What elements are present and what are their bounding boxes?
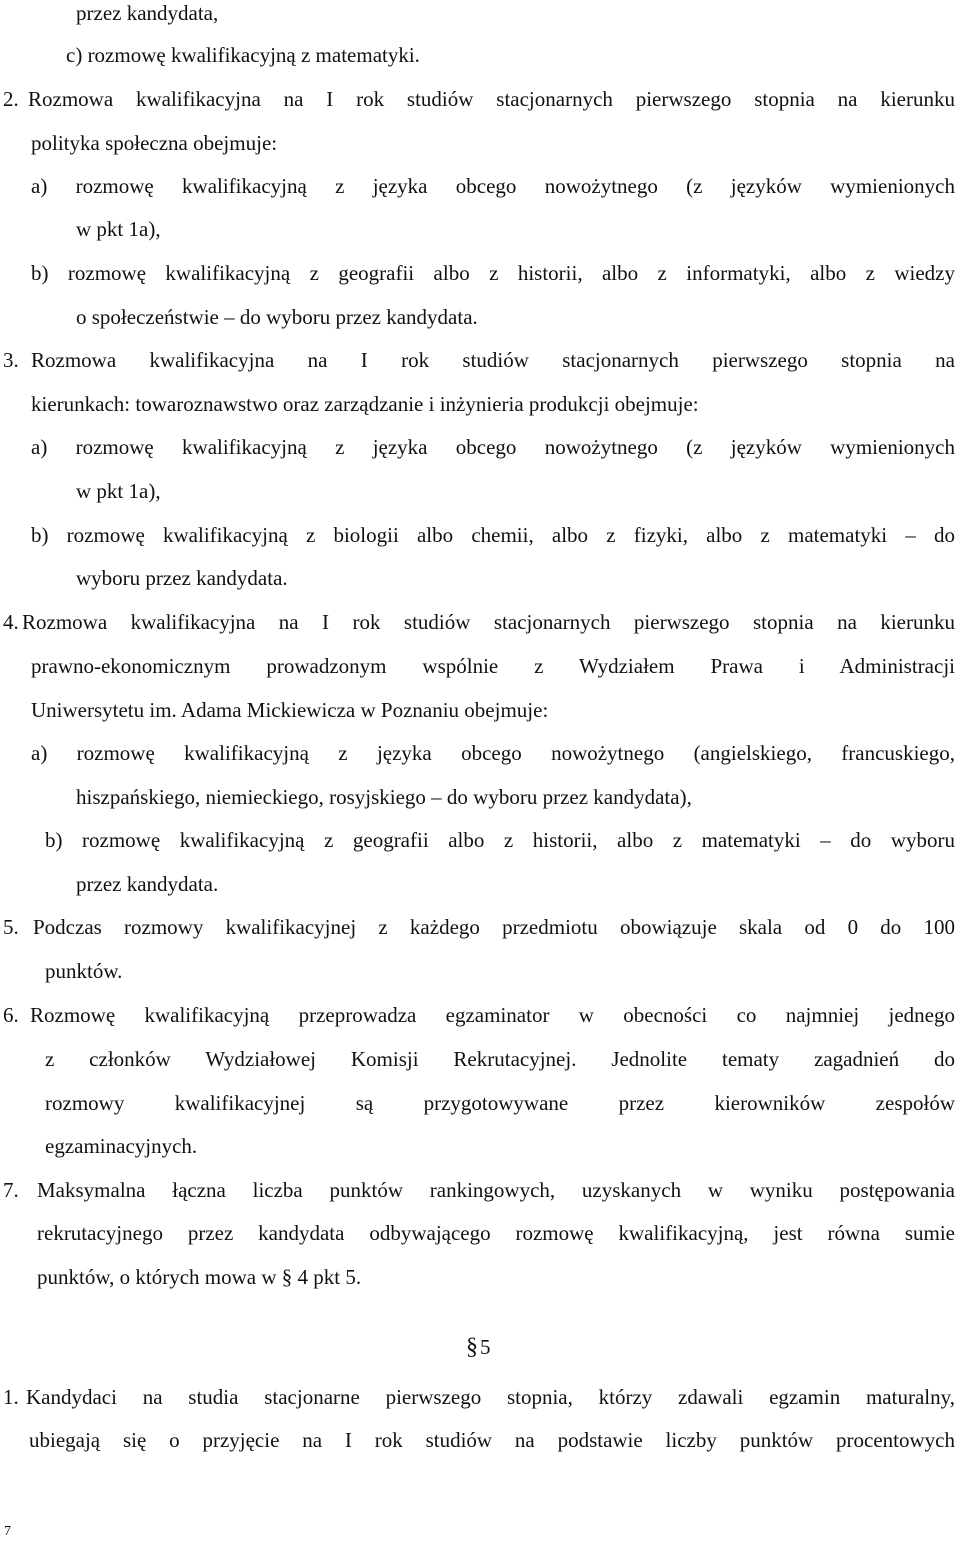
text-line: a) rozmowę kwalifikacyjną z języka obcego nowożytnego (angielskiego, francuskiego, [31, 741, 955, 765]
text-line: Rozmowę kwalifikacyjną przeprowadza egzaminator w obecności co najmniej jednego [30, 1003, 955, 1027]
text-line: Rozmowa kwalifikacyjna na I rok studiów stacjonarnych pierwszego stopnia na kierunku [28, 87, 955, 111]
item-number: 4. [3, 610, 19, 634]
text-line: rozmowy kwalifikacyjnej są przygotowywane przez kierowników zespołów [45, 1091, 955, 1115]
text-line: w pkt 1a), [76, 479, 161, 503]
text-line: punktów. [45, 959, 123, 983]
section-heading [466, 1334, 491, 1360]
text-line: rekrutacyjnego przez kandydata odbywającego rozmowę kwalifikacyjną, jest równa sumie [37, 1221, 955, 1245]
text-line: b) rozmowę kwalifikacyjną z geografii albo z historii, albo z matematyki – do wyboru [45, 828, 955, 852]
text-line: punktów, o których mowa w § 4 pkt 5. [37, 1265, 362, 1289]
text-line: Uniwersytetu im. Adama Mickiewicza w Poznaniu obejmuje: [31, 698, 549, 722]
text-line: b) rozmowę kwalifikacyjną z geografii albo z historii, albo z informatyki, albo z wiedzy [31, 261, 955, 285]
text-line: egzaminacyjnych. [45, 1134, 198, 1158]
text-line: wyboru przez kandydata. [76, 566, 288, 590]
text-line: przez kandydata, [76, 1, 219, 25]
item-number: 1. [3, 1385, 19, 1409]
text-line: hiszpańskiego, niemieckiego, rosyjskiego – do wyboru przez kandydata), [76, 785, 692, 809]
text-line: Rozmowa kwalifikacyjna na I rok studiów stacjonarnych pierwszego stopnia na [31, 348, 955, 372]
text-line: w pkt 1a), [76, 217, 161, 241]
item-number: 2. [3, 87, 19, 111]
text-line: polityka społeczna obejmuje: [31, 131, 278, 155]
section-symbol: § [466, 1334, 478, 1360]
text-line: Kandydaci na studia stacjonarne pierwszego stopnia, którzy zdawali egzamin maturalny, [26, 1385, 955, 1409]
text-line: Podczas rozmowy kwalifikacyjnej z każdego przedmiotu obowiązuje skala od 0 do 100 [33, 915, 955, 939]
text-line: o społeczeństwie – do wyboru przez kandydata. [76, 305, 478, 329]
text-line: z członków Wydziałowej Komisji Rekrutacyjnej. Jednolite tematy zagadnień do [45, 1047, 955, 1071]
text-line: c) rozmowę kwalifikacyjną z matematyki. [66, 43, 420, 67]
text-line: b) rozmowę kwalifikacyjną z biologii albo chemii, albo z fizyki, albo z matematyki – do [31, 523, 955, 547]
section-number: 5 [480, 1335, 491, 1359]
text-line: Maksymalna łączna liczba punktów rankingowych, uzyskanych w wyniku postępowania [37, 1178, 955, 1202]
page-number: 7 [4, 1524, 11, 1539]
text-line: a) rozmowę kwalifikacyjną z języka obcego nowożytnego (z języków wymienionych [31, 435, 955, 459]
text-line: przez kandydata. [76, 872, 219, 896]
text-line: prawno-ekonomicznym prowadzonym wspólnie z Wydziałem Prawa i Administracji [31, 654, 955, 678]
item-number: 7. [3, 1178, 19, 1202]
item-number: 6. [3, 1003, 19, 1027]
text-line: a) rozmowę kwalifikacyjną z języka obcego nowożytnego (z języków wymienionych [31, 174, 955, 198]
item-number: 5. [3, 915, 19, 939]
text-line: Rozmowa kwalifikacyjna na I rok studiów stacjonarnych pierwszego stopnia na kierunku [22, 610, 955, 634]
text-line: ubiegają się o przyjęcie na I rok studiów na podstawie liczby punktów procentowych [29, 1428, 955, 1452]
item-number: 3. [3, 348, 19, 372]
text-line: kierunkach: towaroznawstwo oraz zarządzanie i inżynieria produkcji obejmuje: [31, 392, 699, 416]
